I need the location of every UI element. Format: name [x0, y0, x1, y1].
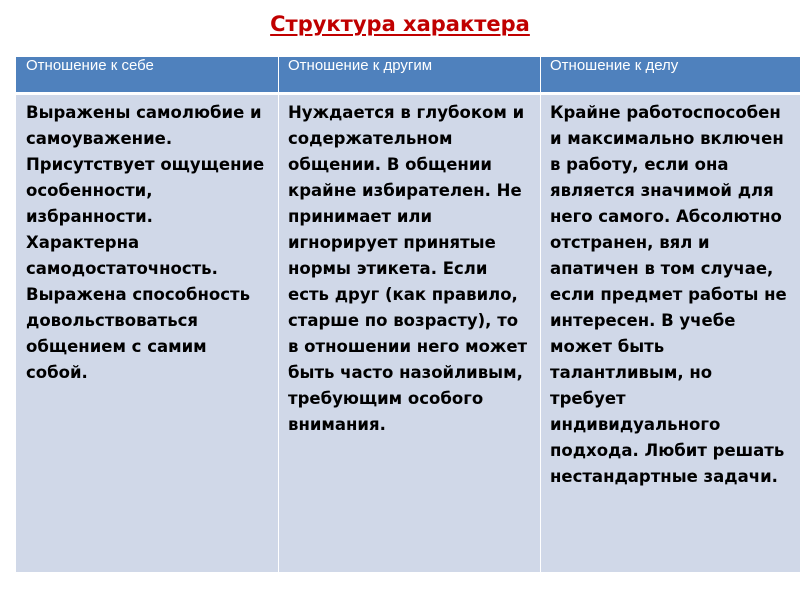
table-row — [17, 94, 800, 573]
cell-self: Выражены самолюбие и самоуважение. Присутствует ощущение особенности, избранности. Характерна самодостаточность. Выражена способность довольствоваться общением с самим собой. — [17, 94, 279, 573]
header-others: Отношение к другим — [279, 57, 541, 94]
header-self: Отношение к себе — [17, 57, 279, 94]
table-header-row — [17, 57, 800, 94]
header-work: Отношение к делу — [541, 57, 800, 94]
cell-others: Нуждается в глубоком и содержательном общении. В общении крайне избирателен. Не принимает или игнорирует принятые нормы этикета. Если есть друг (как правило, старше по возрасту), то в отношении него может быть часто назойливым, требующим особого внимания. — [279, 94, 541, 573]
character-structure-table — [16, 56, 800, 573]
header-divider — [16, 92, 800, 95]
slide-title: Структура характера — [270, 12, 530, 36]
cell-work: Крайне работоспособен и максимально включен в работу, если она является значимой для него самого. Абсолютно отстранен, вял и апатичен в том случае, если предмет работы не интересен. В учебе может быть талантливым, но требует индивидуального подхода. Любит решать нестандартные задачи. — [541, 94, 800, 573]
